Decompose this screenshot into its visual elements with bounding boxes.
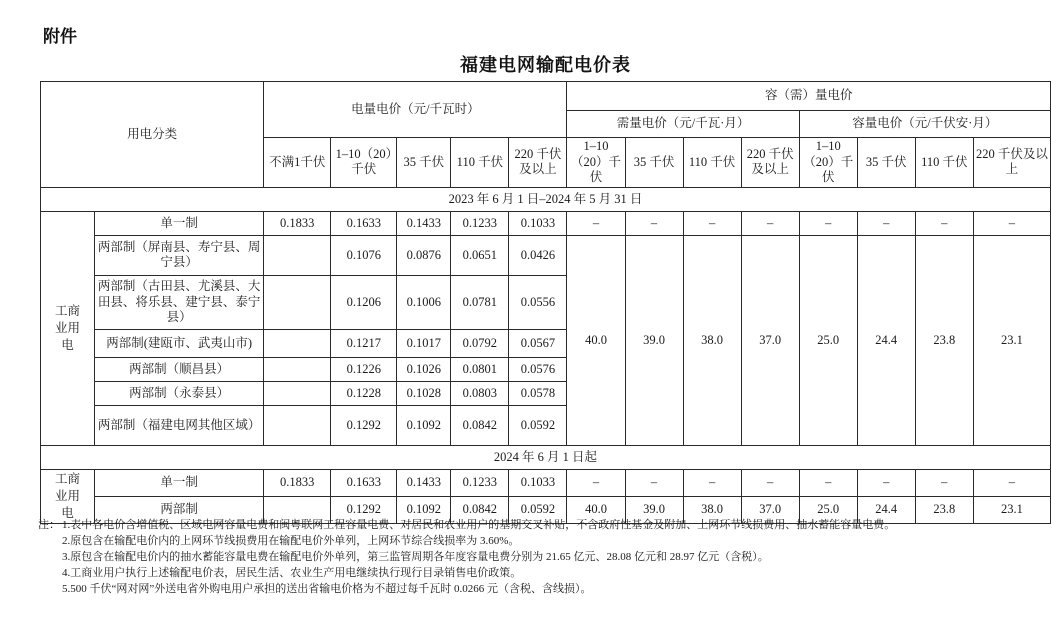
header-energy-voltage: 220 千伏及以上	[509, 138, 567, 188]
header-energy-voltage: 不满1千伏	[264, 138, 331, 188]
header-capacity-voltage: 110 千伏	[915, 138, 973, 188]
energy-price-cell: 0.1233	[451, 211, 509, 235]
capacity-price-cell: 23.8	[915, 496, 973, 523]
energy-price-cell: 0.1026	[397, 357, 451, 381]
demand-price-cell: –	[567, 469, 625, 496]
capacity-price-cell: –	[915, 469, 973, 496]
header-capacity-voltage: 1–10（20）千伏	[799, 138, 857, 188]
demand-price-cell: –	[741, 211, 799, 235]
energy-price-cell: 0.1633	[331, 469, 397, 496]
row-label-cell: 单一制	[95, 469, 264, 496]
energy-price-cell	[264, 381, 331, 405]
row-label-cell: 两部制（永泰县）	[95, 381, 264, 405]
capacity-price-cell: –	[857, 469, 915, 496]
category-label: 工商业用电	[55, 304, 81, 352]
row-label-cell: 两部制	[95, 496, 264, 523]
capacity-price-cell: –	[799, 211, 857, 235]
energy-price-cell: 0.1092	[397, 496, 451, 523]
energy-price-cell: 0.0842	[451, 496, 509, 523]
energy-price-cell: 0.1292	[331, 496, 397, 523]
demand-price-cell: 37.0	[741, 235, 799, 445]
energy-price-cell: 0.0876	[397, 235, 451, 275]
notes-block	[38, 517, 1042, 597]
capacity-price-cell: 25.0	[799, 235, 857, 445]
energy-price-cell: 0.0592	[509, 496, 567, 523]
note-item-3: 3.原包含在输配电价内的抽水蓄能容量电费在输配电价外单列，第三监管周期各年度容量电费分别为 21.65 亿元、28.08 亿元和 28.97 亿元（含税）。	[62, 551, 769, 563]
energy-price-cell: 0.0781	[451, 275, 509, 329]
note-item-2: 2.原包含在输配电价内的上网环节线损费用在输配电价外单列，上网环节综合线损率为 3.60%。	[62, 535, 520, 547]
energy-price-cell: 0.0592	[509, 405, 567, 445]
capacity-price-cell: –	[799, 469, 857, 496]
energy-price-cell: 0.1076	[331, 235, 397, 275]
header-energy-voltage: 35 千伏	[397, 138, 451, 188]
demand-price-cell: 40.0	[567, 496, 625, 523]
row-label-cell: 两部制（顺昌县）	[95, 357, 264, 381]
header-capacity-voltage: 220 千伏及以上	[973, 138, 1050, 188]
row-label-cell: 两部制（古田县、尤溪县、大田县、将乐县、建宁县、泰宁县）	[95, 275, 264, 329]
energy-price-cell: 0.1226	[331, 357, 397, 381]
capacity-price-cell: 24.4	[857, 496, 915, 523]
note-line	[38, 565, 1042, 581]
capacity-price-cell: 23.1	[973, 496, 1050, 523]
demand-price-cell: –	[741, 469, 799, 496]
demand-price-cell: –	[567, 211, 625, 235]
energy-price-cell: 0.0576	[509, 357, 567, 381]
period-row-2: 2024 年 6 月 1 日起	[41, 445, 1051, 469]
energy-price-cell: 0.1292	[331, 405, 397, 445]
header-capacity-demand-group: 容（需）量电价	[567, 82, 1051, 111]
energy-price-cell: 0.1092	[397, 405, 451, 445]
note-item-4: 4.工商业用户执行上述输配电价表，居民生活、农业生产用电继续执行现行目录销售电价政策。	[62, 567, 522, 579]
energy-price-cell: 0.0567	[509, 329, 567, 357]
category-label: 工商业用电	[55, 471, 81, 520]
header-demand-voltage: 220 千伏及以上	[741, 138, 799, 188]
row-label-cell: 两部制（屏南县、寿宁县、周宁县）	[95, 235, 264, 275]
energy-price-cell: 0.1433	[397, 469, 451, 496]
header-usage-classification: 用电分类	[41, 82, 264, 188]
demand-price-cell: 38.0	[683, 235, 741, 445]
price-table	[40, 81, 1051, 524]
header-capacity-voltage: 35 千伏	[857, 138, 915, 188]
note-line	[38, 549, 1042, 565]
row-label-cell: 两部制(建瓯市、武夷山市)	[95, 329, 264, 357]
energy-price-cell: 0.1017	[397, 329, 451, 357]
header-energy-voltage: 1–10（20）千伏	[331, 138, 397, 188]
energy-price-cell: 0.1633	[331, 211, 397, 235]
header-demand-voltage: 35 千伏	[625, 138, 683, 188]
attachment-label: 附件	[43, 27, 77, 46]
energy-price-cell: 0.1833	[264, 469, 331, 496]
header-demand-price-group: 需量电价（元/千瓦·月）	[567, 111, 799, 138]
note-item-1: 1.表中各电价含增值税、区域电网容量电费和闽粤联网工程容量电费、对居民和农业用户的基期交叉补贴，不含政府性基金及附加、上网环节线损费用、抽水蓄能容量电费。	[62, 519, 896, 531]
row-label-cell: 单一制	[95, 211, 264, 235]
note-item-5: 5.500 千伏“网对网”外送电省外购电用户承担的送出省输电价格为不超过每千瓦时 0.0266 元（含税、含线损）。	[62, 583, 592, 595]
capacity-price-cell: 24.4	[857, 235, 915, 445]
energy-price-cell: 0.1217	[331, 329, 397, 357]
page-title: 福建电网输配电价表	[460, 55, 631, 75]
energy-price-cell: 0.1033	[509, 211, 567, 235]
demand-price-cell: –	[683, 211, 741, 235]
header-demand-voltage: 1–10（20）千伏	[567, 138, 625, 188]
capacity-price-cell: 25.0	[799, 496, 857, 523]
energy-price-cell: 0.1833	[264, 211, 331, 235]
energy-price-cell	[264, 357, 331, 381]
energy-price-cell: 0.1233	[451, 469, 509, 496]
header-capacity-price-group: 容量电价（元/千伏安·月）	[799, 111, 1050, 138]
demand-price-cell: 37.0	[741, 496, 799, 523]
capacity-price-cell: –	[915, 211, 973, 235]
row-label-cell: 两部制（福建电网其他区域）	[95, 405, 264, 445]
demand-price-cell: 38.0	[683, 496, 741, 523]
demand-price-cell: 39.0	[625, 235, 683, 445]
category-cell	[41, 211, 95, 445]
notes-prefix: 注：	[38, 519, 60, 531]
capacity-price-cell: –	[973, 469, 1050, 496]
note-line	[38, 533, 1042, 549]
energy-price-cell	[264, 275, 331, 329]
energy-price-cell: 0.0426	[509, 235, 567, 275]
energy-price-cell: 0.1006	[397, 275, 451, 329]
energy-price-cell	[264, 235, 331, 275]
energy-price-cell: 0.1433	[397, 211, 451, 235]
demand-price-cell: 39.0	[625, 496, 683, 523]
energy-price-cell: 0.0792	[451, 329, 509, 357]
header-demand-voltage: 110 千伏	[683, 138, 741, 188]
energy-price-cell: 0.0556	[509, 275, 567, 329]
header-energy-voltage: 110 千伏	[451, 138, 509, 188]
energy-price-cell: 0.1028	[397, 381, 451, 405]
energy-price-cell: 0.1206	[331, 275, 397, 329]
energy-price-cell: 0.1033	[509, 469, 567, 496]
energy-price-cell: 0.0651	[451, 235, 509, 275]
capacity-price-cell: 23.1	[973, 235, 1050, 445]
capacity-price-cell: 23.8	[915, 235, 973, 445]
energy-price-cell: 0.0801	[451, 357, 509, 381]
energy-price-cell	[264, 329, 331, 357]
capacity-price-cell: –	[973, 211, 1050, 235]
demand-price-cell: 40.0	[567, 235, 625, 445]
capacity-price-cell: –	[857, 211, 915, 235]
note-line	[38, 517, 1042, 533]
note-line	[38, 581, 1042, 597]
category-cell	[41, 469, 95, 523]
energy-price-cell	[264, 405, 331, 445]
demand-price-cell: –	[625, 469, 683, 496]
energy-price-cell: 0.1228	[331, 381, 397, 405]
demand-price-cell: –	[625, 211, 683, 235]
header-energy-price-group: 电量电价（元/千瓦时）	[264, 82, 567, 138]
energy-price-cell: 0.0842	[451, 405, 509, 445]
period-row-1: 2023 年 6 月 1 日–2024 年 5 月 31 日	[41, 187, 1051, 211]
energy-price-cell: 0.0803	[451, 381, 509, 405]
demand-price-cell: –	[683, 469, 741, 496]
energy-price-cell: 0.0578	[509, 381, 567, 405]
